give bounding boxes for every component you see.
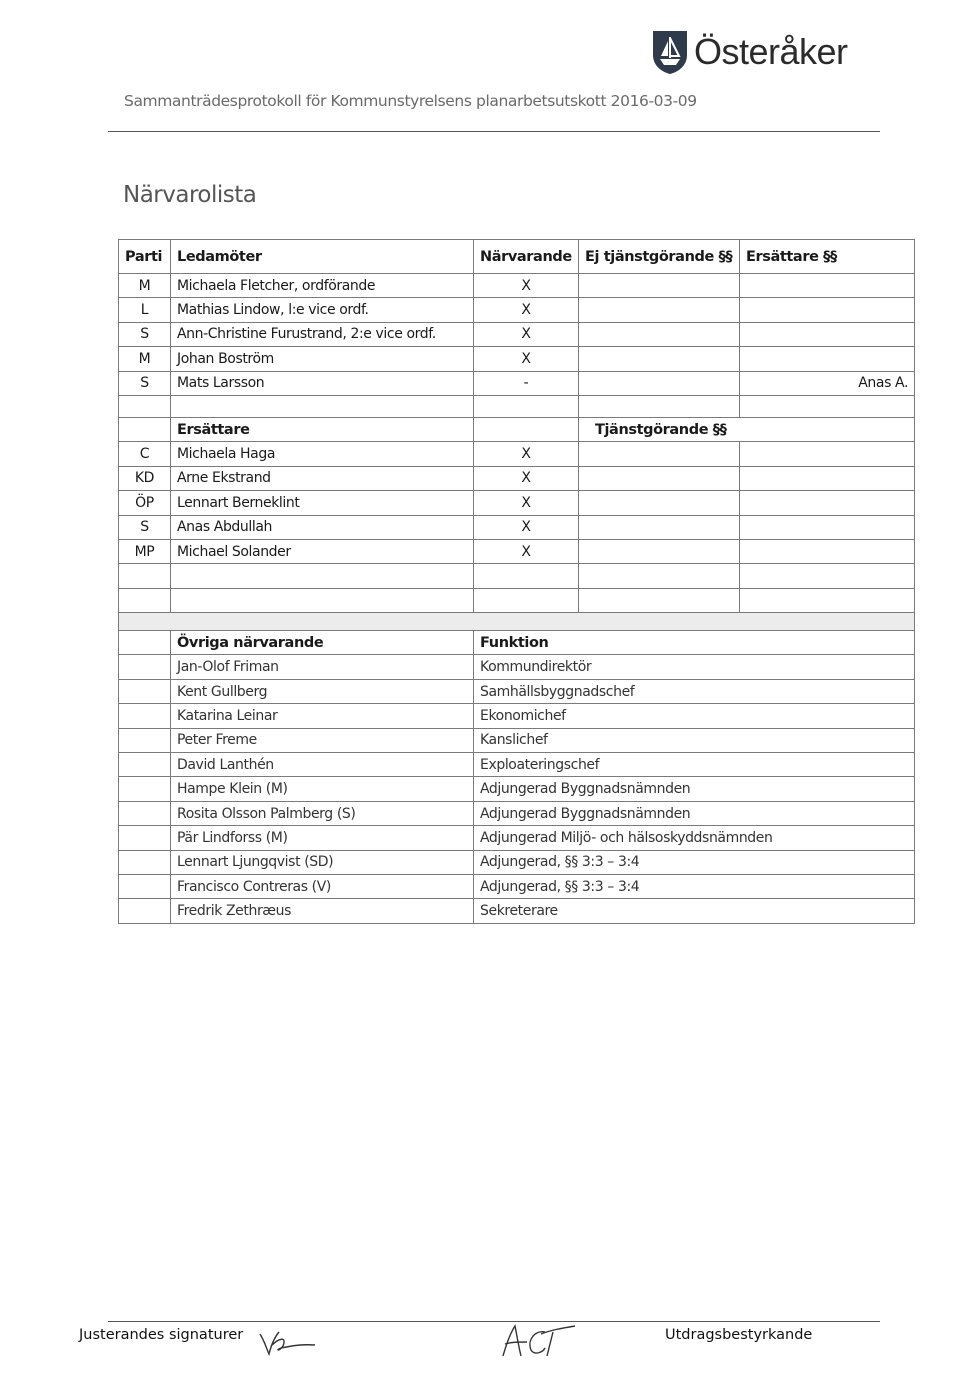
footer-certification-label: Utdragsbestyrkande [665,1327,813,1343]
substitutes-header: Ersättare [171,417,474,441]
table-row [119,899,915,923]
empty-row [119,588,915,612]
substitute-cell [740,347,915,371]
substitute-name-cell: Arne Ekstrand [171,466,474,490]
footer-signatures-label: Justerandes signaturer [79,1327,244,1343]
footer-divider [108,1321,880,1322]
header-divider [108,131,880,132]
column-header-present: Närvarande [474,240,579,274]
empty-cell [119,655,171,679]
empty-cell [740,442,915,466]
column-header-not-serving: Ej tjänstgörande §§ [579,240,740,274]
member-name-cell: Johan Boström [171,347,474,371]
other-attendee-name-cell: Lennart Ljungqvist (SD) [171,850,474,874]
empty-cell [579,466,740,490]
empty-cell [119,588,171,612]
empty-row [119,564,915,588]
table-row [119,801,915,825]
substitute-cell [740,298,915,322]
empty-row [119,395,915,417]
empty-cell [171,588,474,612]
function-cell: Samhällsbyggnadschef [474,679,915,703]
empty-cell [474,588,579,612]
empty-cell [579,564,740,588]
empty-cell [579,491,740,515]
empty-cell [119,777,171,801]
substitute-name-cell: Michael Solander [171,539,474,563]
empty-cell [119,826,171,850]
function-cell: Sekreterare [474,899,915,923]
empty-cell [740,539,915,563]
party-cell: C [119,442,171,466]
member-name-cell: Mathias Lindow, l:e vice ordf. [171,298,474,322]
table-row [119,655,915,679]
municipal-shield-icon [651,29,689,75]
column-header-party: Parti [119,240,171,274]
others-list [119,655,915,923]
table-row [119,874,915,898]
separator-band [119,613,915,631]
present-cell: X [474,515,579,539]
substitute-cell [740,274,915,298]
present-cell: - [474,371,579,395]
not-serving-cell [579,371,740,395]
empty-cell [119,417,171,441]
column-header-substitute: Ersättare §§ [740,240,915,274]
other-attendee-name-cell: Katarina Leinar [171,704,474,728]
empty-cell [119,850,171,874]
empty-cell [119,753,171,777]
empty-cell [474,395,579,417]
not-serving-cell [579,322,740,346]
table-row [119,679,915,703]
table-row [119,298,915,322]
table-header-row [119,240,915,274]
empty-cell [579,515,740,539]
function-header: Funktion [474,631,915,655]
present-cell: X [474,442,579,466]
others-header-row [119,631,915,655]
column-header-members: Ledamöter [171,240,474,274]
present-cell: X [474,466,579,490]
empty-cell [740,395,915,417]
other-attendee-name-cell: Fredrik Zethræus [171,899,474,923]
table-row [119,777,915,801]
logo-text: Österåker [694,31,848,72]
present-cell: X [474,347,579,371]
signature-2 [497,1320,577,1360]
member-name-cell: Ann-Christine Furustrand, 2:e vice ordf. [171,322,474,346]
table-row [119,274,915,298]
present-cell: X [474,539,579,563]
table-row [119,753,915,777]
table-row [119,539,915,563]
function-cell: Adjungerad, §§ 3:3 – 3:4 [474,874,915,898]
empty-cell [171,395,474,417]
member-name-cell: Mats Larsson [171,371,474,395]
page-title: Närvarolista [123,182,257,208]
other-attendee-name-cell: Peter Freme [171,728,474,752]
present-cell: X [474,298,579,322]
substitutes-header-row [119,417,915,441]
empty-cell [579,442,740,466]
other-attendee-name-cell: Pär Lindforss (M) [171,826,474,850]
other-attendee-name-cell: Hampe Klein (M) [171,777,474,801]
substitute-cell: Anas A. [740,371,915,395]
empty-cell [119,801,171,825]
party-cell: M [119,274,171,298]
empty-cell [474,564,579,588]
empty-cell [119,564,171,588]
empty-cell [119,679,171,703]
party-cell: S [119,322,171,346]
table-row [119,466,915,490]
empty-cell [171,564,474,588]
table-row [119,371,915,395]
empty-cell [740,564,915,588]
empty-cell [119,728,171,752]
present-cell: X [474,274,579,298]
present-cell: X [474,322,579,346]
osteraker-logo [651,26,848,78]
function-cell: Exploateringschef [474,753,915,777]
substitute-name-cell: Lennart Berneklint [171,491,474,515]
other-attendee-name-cell: Rosita Olsson Palmberg (S) [171,801,474,825]
empty-cell [740,491,915,515]
table-row [119,728,915,752]
party-cell: S [119,371,171,395]
attendance-table [118,239,915,924]
function-cell: Ekonomichef [474,704,915,728]
empty-cell [579,395,740,417]
protocol-header: Sammanträdesprotokoll för Kommunstyrelsens planarbetsutskott 2016-03-09 [124,92,697,110]
party-cell: S [119,515,171,539]
others-header: Övriga närvarande [171,631,474,655]
table-row [119,322,915,346]
party-cell: KD [119,466,171,490]
other-attendee-name-cell: Francisco Contreras (V) [171,874,474,898]
function-cell: Adjungerad Miljö- och hälsoskyddsnämnden [474,826,915,850]
other-attendee-name-cell: Jan-Olof Friman [171,655,474,679]
signature-1 [257,1320,317,1360]
empty-cell [474,417,579,441]
not-serving-cell [579,298,740,322]
party-cell: L [119,298,171,322]
table-row [119,515,915,539]
table-row [119,442,915,466]
present-cell: X [474,491,579,515]
function-cell: Adjungerad Byggnadsnämnden [474,777,915,801]
other-attendee-name-cell: David Lanthén [171,753,474,777]
other-attendee-name-cell: Kent Gullberg [171,679,474,703]
party-cell: ÖP [119,491,171,515]
substitute-name-cell: Anas Abdullah [171,515,474,539]
function-cell: Kanslichef [474,728,915,752]
empty-cell [740,466,915,490]
not-serving-cell [579,274,740,298]
substitute-name-cell: Michaela Haga [171,442,474,466]
table-row [119,491,915,515]
empty-cell [119,874,171,898]
table-row [119,826,915,850]
not-serving-cell [579,347,740,371]
table-row [119,704,915,728]
empty-cell [579,539,740,563]
function-cell: Adjungerad Byggnadsnämnden [474,801,915,825]
separator-cell [119,613,915,631]
party-cell: MP [119,539,171,563]
member-name-cell: Michaela Fletcher, ordförande [171,274,474,298]
empty-cell [740,588,915,612]
empty-cell [119,395,171,417]
empty-cell [119,631,171,655]
table-row [119,850,915,874]
substitute-cell [740,322,915,346]
empty-cell [740,515,915,539]
empty-cell [119,704,171,728]
table-row [119,347,915,371]
empty-cell [579,588,740,612]
function-cell: Adjungerad, §§ 3:3 – 3:4 [474,850,915,874]
empty-cell [119,899,171,923]
function-cell: Kommundirektör [474,655,915,679]
party-cell: M [119,347,171,371]
serving-header: Tjänstgörande §§ [579,417,915,441]
